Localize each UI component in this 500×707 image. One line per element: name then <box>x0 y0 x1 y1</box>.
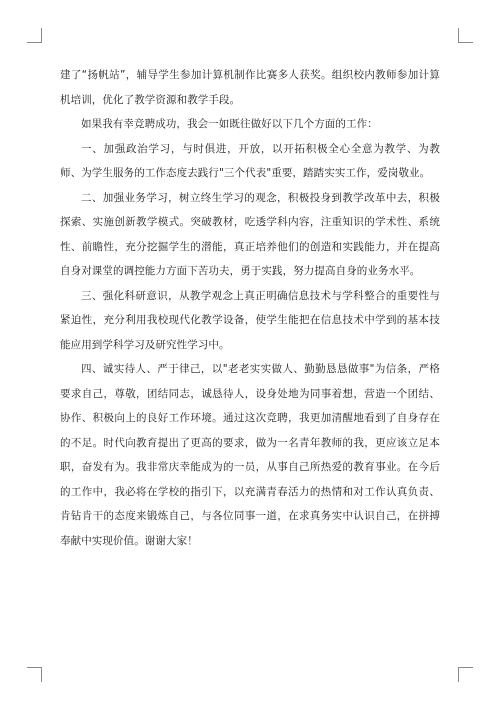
crop-mark-bottom-right <box>458 667 473 682</box>
paragraph-point-one: 一、加强政治学习，与时俱进，开放，以开拓积极全心全意为教学、为教师、为学生服务的工作态度去践行"三个代表"重要，踏踏实实工作，爱岗敬业。 <box>60 142 440 179</box>
paragraph-point-two: 二、加强业务学习，树立终生学习的观念，积极投身到教学改革中去，积极探索、实施创新教学模式。突破教材，吃透学科内容，注重知识的学术性、系统性、前瞻性，充分挖掘学生的潜能，真正培养他们的创造和实践能力，并在提高自身对课堂的调控能力方面下苦功夫，勇于实践，努力提高自身的业务水平。 <box>60 191 440 277</box>
paragraph-point-three: 三、强化科研意识，从教学观念上真正明确信息技术与学科整合的重要性与紧迫性，充分利用我校现代化教学设备，使学生能把在信息技术中学到的基本技能应用到学科学习及研究性学习中。 <box>60 289 440 351</box>
paragraph-point-four: 四、诚实待人、严于律己，以"老老实实做人、勤勤恳恳做事"为信条，严格要求自己，尊敬，团结同志，诚恳待人，设身处地为同事着想，营造一个团结、协作、积极向上的良好工作环境。通过这次竞聘，我更加清醒地看到了自身存在的不足。时代向教育提出了更高的要求，做为一名青年教师的我，更应该立足本职，奋发有为。我非常庆幸能成为的一员，从事自己所热爱的教育事业。在今后的工作中，我必将在学校的指引下，以充满青春活力的热情和对工作认真负责、肯钻肯干的态度来锻炼自己，与各位同事一道，在求真务实中认识自己，在拼搏奉献中实现价值。谢谢大家！ <box>60 363 440 547</box>
paragraph-intro-continuation: 建了“扬帆站”，辅导学生参加计算机制作比赛多人获奖。组织校内教师参加计算机培训，优化了教学资源和教学手段。 <box>60 69 440 106</box>
crop-mark-bottom-left <box>27 667 42 682</box>
crop-mark-top-left <box>27 28 42 43</box>
document-body <box>60 63 440 553</box>
paragraph-commitment-lead: 如果我有幸竞聘成功，我会一如既往做好以下几个方面的工作： <box>81 118 378 130</box>
crop-mark-top-right <box>458 28 473 43</box>
